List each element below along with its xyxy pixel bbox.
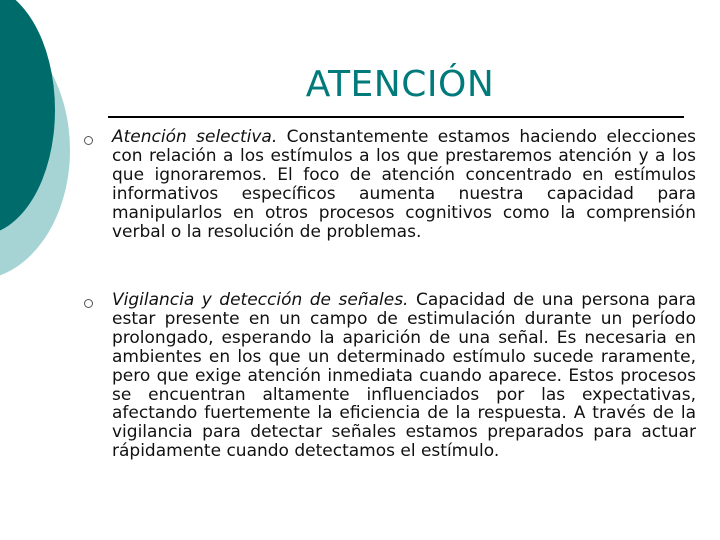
bullet-text	[112, 291, 696, 461]
bullet-body: Capacidad de una persona para estar presente en un campo de estimulación durante un período prolongado, esperando la aparición de una señal. Es necesaria en ambientes en los que un determinado estímulo sucede raramente, pero que exige atención inmediata cuando aparece. Estos procesos se encuentran altamente influenciados por las expectativas, afectando fuertemente la eficiencia de la respuesta. A través de la vigilancia para detectar señales estamos preparados para actuar rápidamente cuando detectamos el estímulo.	[112, 290, 696, 462]
title-underline	[108, 116, 684, 118]
bullet-item-selective-attention	[84, 128, 696, 241]
hollow-circle-bullet-icon	[84, 136, 93, 145]
hollow-circle-bullet-icon	[84, 299, 93, 308]
bullet-text	[112, 128, 696, 241]
slide-title: ATENCIÓN	[305, 64, 495, 105]
bullet-term: Atención selectiva.	[112, 127, 278, 147]
bullet-body: Constantemente estamos haciendo elecciones con relación a los estímulos a los que prestaremos atención y a los que ignoraremos. El foco de atención concentrado en estímulos informativos específicos aumenta nuestra capacidad para manipularlos en otros procesos cognitivos como la comprensión verbal o la resolución de problemas.	[112, 127, 697, 242]
bullet-term: Vigilancia y detección de señales.	[112, 290, 409, 310]
bullet-item-vigilance	[84, 291, 696, 461]
